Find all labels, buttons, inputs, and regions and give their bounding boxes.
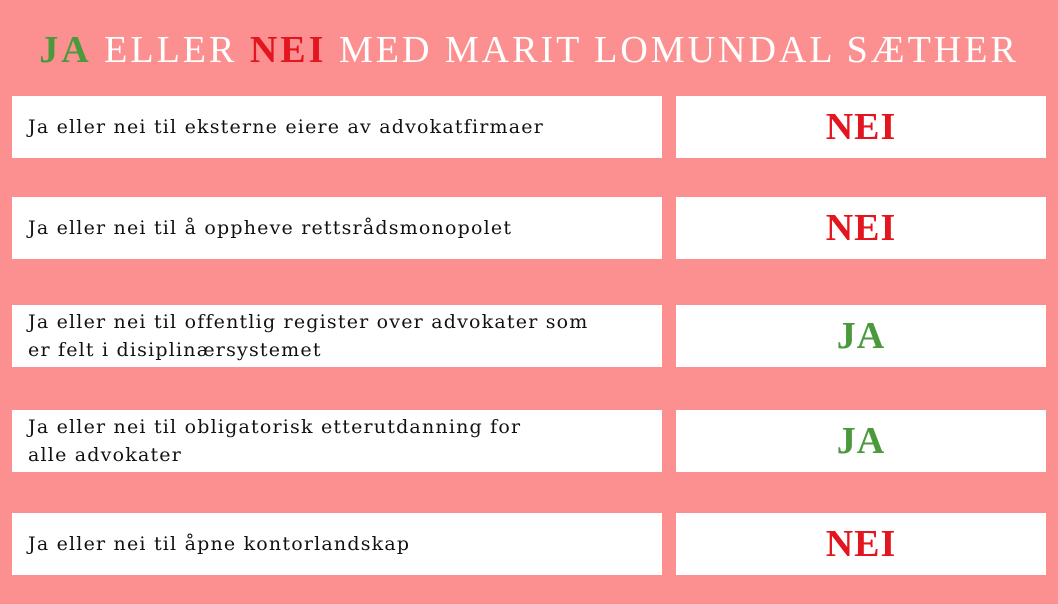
title-rest: MED MARIT LOMUNDAL SÆTHER: [338, 29, 1019, 71]
question-row: [0, 410, 1058, 472]
question-row: [0, 305, 1058, 367]
question-text: Ja eller nei til eksterne eiere av advokatfirmaer: [28, 116, 544, 138]
question-text: Ja eller nei til å oppheve rettsrådsmonopolet: [28, 217, 513, 239]
answer-text: NEI: [825, 523, 897, 565]
question-row: [0, 96, 1058, 158]
question-text: Ja eller nei til åpne kontorlandskap: [28, 533, 411, 555]
question-card: [12, 305, 662, 367]
question-text: Ja eller nei til obligatorisk etterutdanning for alle advokater: [28, 416, 522, 466]
answer-card: [676, 305, 1046, 367]
question-card: [12, 96, 662, 158]
answer-text: JA: [836, 420, 886, 462]
question-text: Ja eller nei til offentlig register over advokater som er felt i disiplinærsystemet: [28, 311, 589, 361]
page-title: [0, 26, 1058, 74]
question-card: [12, 513, 662, 575]
question-row: [0, 197, 1058, 259]
answer-card: [676, 197, 1046, 259]
answer-text: NEI: [825, 106, 897, 148]
answer-text: NEI: [825, 207, 897, 249]
question-card: [12, 410, 662, 472]
title-eller: ELLER: [104, 29, 238, 71]
answer-text: JA: [836, 315, 886, 357]
answer-card: [676, 513, 1046, 575]
answer-card: [676, 96, 1046, 158]
title-nei: NEI: [249, 29, 327, 71]
question-row: [0, 513, 1058, 575]
answer-card: [676, 410, 1046, 472]
question-card: [12, 197, 662, 259]
title-ja: JA: [39, 29, 92, 71]
